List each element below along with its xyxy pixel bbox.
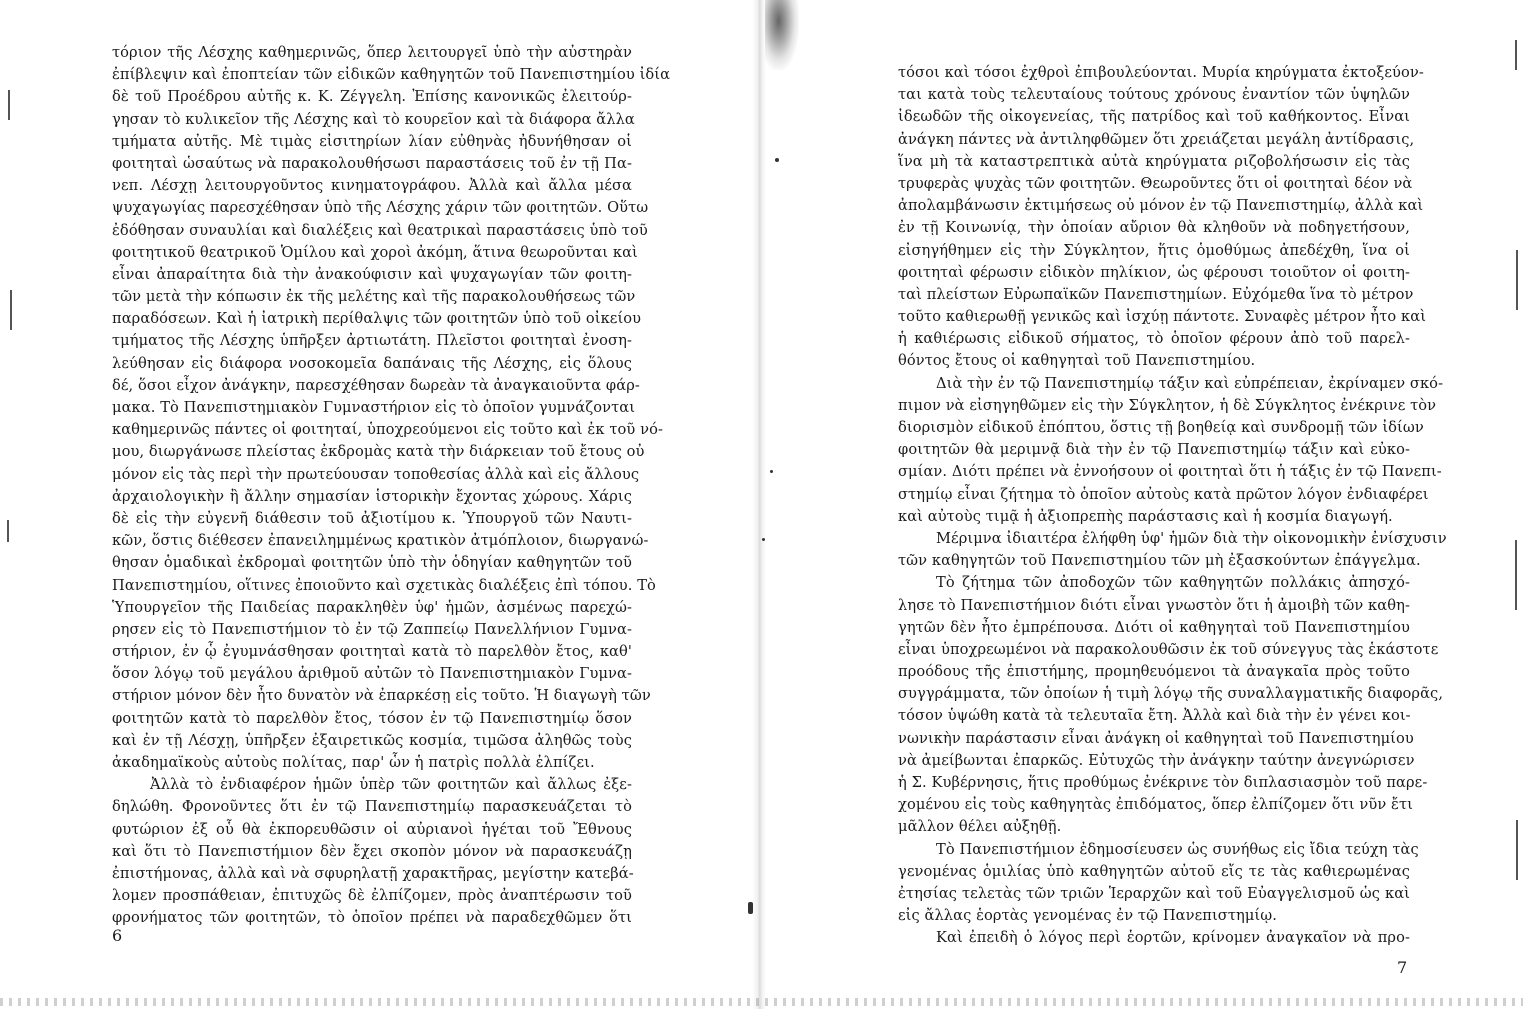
text-line: τμήματα αὐτῆς. Μὲ τιμὰς εἰσιτηρίων λίαν εὐθηνὰς ἠδυνήθησαν οἱ xyxy=(112,132,632,150)
text-line: σμίαν. Διότι πρέπει νὰ ἐννοήσουν οἱ φοιτηταὶ ὅτι ἡ τάξις ἐν τῷ Πανεπι- xyxy=(898,463,1442,481)
text-line: φοιτητῶν θὰ μεριμνᾷ διὰ τὴν ἐν τῷ Πανεπιστημίῳ τάξιν καὶ εὐκο- xyxy=(898,441,1410,459)
margin-mark xyxy=(1516,250,1518,310)
text-line: ἐν τῇ Κοινωνίᾳ, τὴν ὁποίαν αὔριον θὰ κληθοῦν νὰ ποδηγετήσουν, xyxy=(898,219,1410,237)
text-line: ταὶ πλείστων Εὐρωπαϊκῶν Πανεπιστημίων. Εὐχόμεθα ἵνα τὸ μέτρον xyxy=(898,285,1414,303)
text-line: εἰς ἄλλας ἑορτὰς γενομένας ἐν τῷ Πανεπιστημίῳ. xyxy=(898,907,1277,925)
text-line: ἐδόθησαν συναυλίαι καὶ διαλέξεις καὶ θεατρικαὶ παραστάσεις ὑπὸ τοῦ xyxy=(112,221,648,239)
text-line: ἀπολαμβάνωσιν ἐκτιμήσεως οὐ μόνον ἐν τῷ Πανεπιστημίῳ, ἀλλὰ καὶ xyxy=(898,197,1424,215)
text-line: λομεν προσπάθειαν, ἐπιτυχῶς δὲ ἐλπίζομεν, πρὸς ἀναπτέρωσιν τοῦ xyxy=(112,887,632,905)
margin-mark xyxy=(1516,820,1518,880)
text-line: μου, διωργάνωσε πλείστας ἐκδρομὰς κατὰ τὴν διάρκειαν τοῦ ἔτους οὐ xyxy=(112,443,645,461)
text-line: θησαν ὁμαδικαὶ ἐκδρομαὶ φοιτητῶν ὑπὸ τὴν ὁδηγίαν καθηγητῶν τοῦ xyxy=(112,554,632,572)
left-page-text xyxy=(112,42,671,930)
text-line: Ὑπουργεῖον τῆς Παιδείας παρακληθὲν ὑφ' ἡμῶν, ἀσμένως παρεχώ- xyxy=(112,598,632,616)
text-line: ὅσον λόγῳ τοῦ μεγάλου ἀριθμοῦ αὐτῶν τὸ Πανεπιστημιακὸν Γυμνα- xyxy=(112,665,632,683)
text-line: τόριον τῆς Λέσχης καθημερινῶς, ὅπερ λειτουργεῖ ὑπὸ τὴν αὐστηρὰν xyxy=(112,44,632,61)
text-line: πιμον νὰ εἰσηγηθῶμεν εἰς τὴν Σύγκλητον, ἡ δὲ Σύγκλητος ἐνέκρινε τὸν xyxy=(898,396,1437,414)
text-line: ἡ καθιέρωσις εἰδικοῦ σήματος, τὸ ὁποῖον φέρουν ἀπὸ τοῦ παρελ- xyxy=(898,330,1410,348)
text-line: διορισμὸν εἰδικοῦ ἐπόπτου, ὅστις τῇ βοηθείᾳ καὶ συνδρομῇ τῶν ἰδίων xyxy=(898,419,1424,436)
text-line: ἀρχαιολογικὴν ἢ ἄλλην σημασίαν ἱστορικὴν ἔχοντας χώρους. Χάρις xyxy=(112,487,632,505)
text-line: ρησεν εἰς τὸ Πανεπιστήμιον τὸ ἐν τῷ Ζαππείῳ Πανελλήνιον Γυμνα- xyxy=(112,620,632,638)
margin-mark xyxy=(1515,540,1517,610)
left-page xyxy=(0,0,760,1009)
text-line: γησαν τὸ κυλικεῖον τῆς Λέσχης καὶ τὸ κουρεῖον καὶ τὰ διάφορα ἄλλα xyxy=(112,110,635,128)
text-line: καὶ ὅτι τὸ Πανεπιστήμιον δὲν ἔχει σκοπὸν μόνον νὰ παρασκευάζῃ xyxy=(112,842,632,860)
text-line: ἰδεωδῶν τῆς οἰκογενείας, τῆς πατρίδος καὶ τοῦ καθήκοντος. Εἶναι xyxy=(898,108,1410,126)
text-line: χομένου εἰς τοὺς καθηγητὰς ἐπιδόματος, ὅπερ ἐλπίζομεν ὅτι νῦν ἔτι xyxy=(898,796,1413,814)
text-line: θόντος ἔτους οἱ καθηγηταὶ τοῦ Πανεπιστημίου. xyxy=(898,352,1256,370)
scan-speck xyxy=(748,902,753,914)
text-line: τοῦτο καθιερωθῇ γενικῶς καὶ ἰσχύῃ πάντοτε. Συναφὲς μέτρον ἦτο καὶ xyxy=(898,308,1427,326)
text-line: Τὸ Πανεπιστήμιον ἐδημοσίευσεν ὡς συνήθως εἰς ἴδια τεύχη τὰς xyxy=(936,840,1419,858)
text-line: Καὶ ἐπειδὴ ὁ λόγος περὶ ἑορτῶν, κρίνομεν ἀναγκαῖον νὰ προ- xyxy=(936,929,1410,947)
text-line: δέ, ὅσοι εἶχον ἀνάγκην, παρεσχέθησαν δωρεὰν τὰ ἀναγκαιοῦντα φάρ- xyxy=(112,376,640,394)
text-line: Μέριμνα ἰδιαιτέρα ἐλήφθη ὑφ' ἡμῶν διὰ τὴν οἰκονομικὴν ἐνίσχυσιν xyxy=(936,529,1447,547)
text-line: γητῶν δὲν ἦτο ἐμπρέπουσα. Διότι οἱ καθηγηταὶ τοῦ Πανεπιστημίου xyxy=(898,618,1410,636)
text-line: στημίῳ εἶναι ζήτημα τὸ ὁποῖον αὐτοὺς κατὰ πρῶτον λόγον ἐνδιαφέρει xyxy=(898,485,1429,503)
text-line: δὲ τοῦ Προέδρου αὐτῆς κ. Κ. Ζέγγελη. Ἐπίσης κανονικῶς ἐλειτούρ- xyxy=(112,88,632,106)
text-line: φοιτητῶν κατὰ τὸ παρελθὸν ἔτος, τόσον ἐν τῷ Πανεπιστημίῳ ὅσον xyxy=(112,709,632,727)
text-line: τόσον ὑψώθη κατὰ τὰ τελευταῖα ἔτη. Ἀλλὰ καὶ διὰ τὴν ἐν γένει κοι- xyxy=(898,707,1411,725)
text-line: στήριον μόνον δὲν ἦτο δυνατὸν νὰ ἐπαρκέσῃ εἰς τοῦτο. Ἡ διαγωγὴ τῶν xyxy=(112,687,651,705)
text-line: καὶ αὐτοὺς τιμᾷ ἡ ἀξιοπρεπὴς παράστασις καὶ ἡ κοσμία διαγωγή. xyxy=(898,507,1393,525)
text-line: καθημερινῶς πάντες οἱ φοιτηταί, ὑποχρεούμενοι εἰς τοῦτο καὶ ἐκ τοῦ νό- xyxy=(112,421,663,439)
text-line: ἵνα μὴ τὰ καταστρεπτικὰ αὐτὰ κηρύγματα ριζοβολήσωσιν εἰς τὰς xyxy=(898,152,1410,170)
text-line: εἰσηγήθημεν εἰς τὴν Σύγκλητον, ἥτις ὁμοθύμως ἀπεδέχθη, ἵνα οἱ xyxy=(898,241,1410,259)
text-line: δηλώθη. Φρονοῦντες ὅτι ἐν τῷ Πανεπιστημίῳ παρασκευάζεται τὸ xyxy=(112,798,632,816)
scan-edge-marks xyxy=(0,998,1523,1006)
text-line: γενομένας ὁμιλίας ὑπὸ καθηγητῶν αὐτοῦ εἴς τε τὰς καθιερωμένας xyxy=(898,862,1410,880)
text-line: τμήματος τῆς Λέσχης ὑπῆρξεν ἀρτιωτάτη. Πλεῖστοι φοιτηταὶ ἐνοση- xyxy=(112,332,632,350)
text-line: παραδόσεων. Καὶ ἡ ἰατρικὴ περίθαλψις τῶν φοιτητῶν ὑπὸ τοῦ οἰκείου xyxy=(112,310,642,328)
text-line: νὰ ἀμείβωνται ἐπαρκῶς. Εὐτυχῶς τὴν ἀνάγκην ταύτην ἀνεγνώρισεν xyxy=(898,751,1415,769)
text-line: Διὰ τὴν ἐν τῷ Πανεπιστημίῳ τάξιν καὶ εὐπρέπειαν, ἐκρίναμεν σκό- xyxy=(936,374,1444,392)
text-line: καὶ ἐν τῇ Λέσχῃ, ὑπῆρξεν ἐξαιρετικῶς κοσμία, τιμῶσα ἀληθῶς τοὺς xyxy=(112,731,632,749)
text-line: Ἀλλὰ τὸ ἐνδιαφέρον ἡμῶν ὑπὲρ τῶν φοιτητῶν καὶ ἄλλως ἐξε- xyxy=(150,776,632,794)
text-line: μᾶλλον θέλει αὐξηθῇ. xyxy=(898,818,1062,836)
text-line: εἶναι ὑποχρεωμένοι νὰ παρακολουθῶσιν ἐκ τοῦ σύνεγγυς τὰς ἑκάστοτε xyxy=(898,640,1439,658)
right-page xyxy=(760,0,1523,1009)
text-line: ται κατὰ τοὺς τελευταίους τούτους χρόνους ἐναντίον τῶν ὑψηλῶν xyxy=(898,86,1410,104)
text-line: ἐπίβλεψιν καὶ ἐποπτείαν τῶν εἰδικῶν καθηγητῶν τοῦ Πανεπιστημίου ἰδία xyxy=(112,66,671,84)
text-line: ἐπιστήμονας, ἀλλὰ καὶ νὰ σφυρηλατῇ χαρακτῆρας, μεγίστην κατεβά- xyxy=(112,864,634,882)
text-line: κῶν, ὅστις διέθεσεν ἐπανειλημμένως κρατικὸν ἀτμόπλοιον, διωργανώ- xyxy=(112,532,649,550)
text-line: λησε τὸ Πανεπιστήμιον διότι εἶναι γνωστὸν ὅτι ἡ ἀμοιβὴ τῶν καθη- xyxy=(898,596,1410,614)
text-line: συγγράμματα, τῶν ὁποίων ἡ τιμὴ λόγῳ τῆς συναλλαγματικῆς διαφορᾶς, xyxy=(898,685,1444,703)
text-line: Πανεπιστημίου, οἵτινες ἐποιοῦντο καὶ σχετικὰς διαλέξεις ἐπὶ τόπου. Τὸ xyxy=(112,576,656,594)
text-line: στήριον, ἐν ᾧ ἐγυμνάσθησαν φοιτηταὶ κατὰ τὸ παρελθὸν ἔτος, καθ' xyxy=(112,643,632,661)
text-line: δὲ εἰς τὴν εὐγενῆ διάθεσιν τοῦ ἀξιοτίμου κ. Ὑπουργοῦ τῶν Ναυτι- xyxy=(112,509,632,527)
text-line: τῶν καθηγητῶν τοῦ Πανεπιστημίου τῶν μὴ ἐξασκούντων ἐπάγγελμα. xyxy=(898,552,1421,570)
text-line: τῶν μετὰ τὴν κόπωσιν ἐκ τῆς μελέτης καὶ τῆς παρακολουθήσεως τῶν xyxy=(112,288,636,306)
margin-mark xyxy=(10,290,12,330)
text-line: προόδους τῆς ἐπιστήμης, προμηθευόμενοι τὰ ἀναγκαῖα πρὸς τοῦτο xyxy=(898,663,1410,681)
margin-mark xyxy=(8,90,10,120)
text-line: φυτώριον ἐξ οὗ θὰ ἐκπορευθῶσιν οἱ αὐριανοὶ ἡγέται τοῦ Ἔθνους xyxy=(112,820,632,838)
text-line: Τὸ ζήτημα τῶν ἀποδοχῶν τῶν καθηγητῶν πολλάκις ἀπησχό- xyxy=(936,574,1410,592)
text-line: νωνικὴν παράστασιν εἶναι ἀνάγκη οἱ καθηγηταὶ τοῦ Πανεπιστημίου xyxy=(898,729,1414,747)
text-line: ἡ Σ. Κυβέρνησις, ἥτις προθύμως ἐνέκρινε τὸν διπλασιασμὸν τοῦ παρε- xyxy=(898,774,1428,791)
text-line: φρονήματος τῶν φοιτητῶν, τὸ ὁποῖον πρέπει νὰ παραδεχθῶμεν ὅτι xyxy=(112,909,632,927)
page-number: 7 xyxy=(1397,958,1408,977)
text-line: ἀκαδημαϊκοὺς αὐτοὺς πολίτας, παρ' ὧν ἡ πατρὶς πολλὰ ἐλπίζει. xyxy=(112,754,595,771)
text-line: φοιτηταὶ φέρωσιν εἰδικὸν πηλίκιον, ὡς φέρουσι τοιοῦτον οἱ φοιτη- xyxy=(898,263,1410,281)
text-line: φοιτητικοῦ θεατρικοῦ Ὁμίλου καὶ χοροὶ ἀκόμη, ἅτινα θεωροῦνται καὶ xyxy=(112,243,638,261)
right-page-text xyxy=(898,62,1447,950)
text-line: ἐτησίας τελετὰς τῶν τριῶν Ἱεραρχῶν καὶ τοῦ Εὐαγγελισμοῦ ὡς καὶ xyxy=(898,884,1410,902)
margin-mark xyxy=(7,520,9,542)
text-line: εἶναι ἀπαραίτητα διὰ τὴν ἀνακούφισιν καὶ ψυχαγωγίαν τῶν φοιτη- xyxy=(112,265,632,283)
page-number: 6 xyxy=(112,926,123,945)
text-line: τόσοι καὶ τόσοι ἐχθροὶ ἐπιβουλεύονται. Μυρία κηρύγματα ἐκτοξεύον- xyxy=(898,64,1424,81)
margin-mark xyxy=(1515,40,1517,70)
text-line: μόνον εἰς τὰς περὶ τὴν πρωτεύουσαν τοποθεσίας ἀλλὰ καὶ εἰς ἄλλους xyxy=(112,465,640,483)
text-line: ἀνάγκη πάντες νὰ ἀντιληφθῶμεν ὅτι χρειάζεται μεγάλη ἀντίδρασις, xyxy=(898,130,1415,148)
text-line: φοιτηταὶ ὡσαύτως νὰ παρακολουθήσωσι παραστάσεις τοῦ ἐν τῇ Πα- xyxy=(112,154,632,172)
text-line: λεύθησαν εἰς διάφορα νοσοκομεῖα δαπάναις τῆς Λέσχης, εἰς ὅλους xyxy=(112,354,632,372)
text-line: τρυφερὰς ψυχὰς τῶν φοιτητῶν. Θεωροῦντες ὅτι οἱ φοιτηταὶ δέον νὰ xyxy=(898,174,1413,192)
text-line: μακα. Τὸ Πανεπιστημιακὸν Γυμναστήριον εἰς τὸ ὁποῖον γυμνάζονται xyxy=(112,399,636,416)
text-line: νεπ. Λέσχῃ λειτουργοῦντος κινηματογράφου. Ἀλλὰ καὶ ἄλλα μέσα xyxy=(112,177,632,195)
text-line: ψυχαγωγίας παρεσχέθησαν ὑπὸ τῆς Λέσχης χάριν τῶν φοιτητῶν. Οὕτω xyxy=(112,199,649,217)
